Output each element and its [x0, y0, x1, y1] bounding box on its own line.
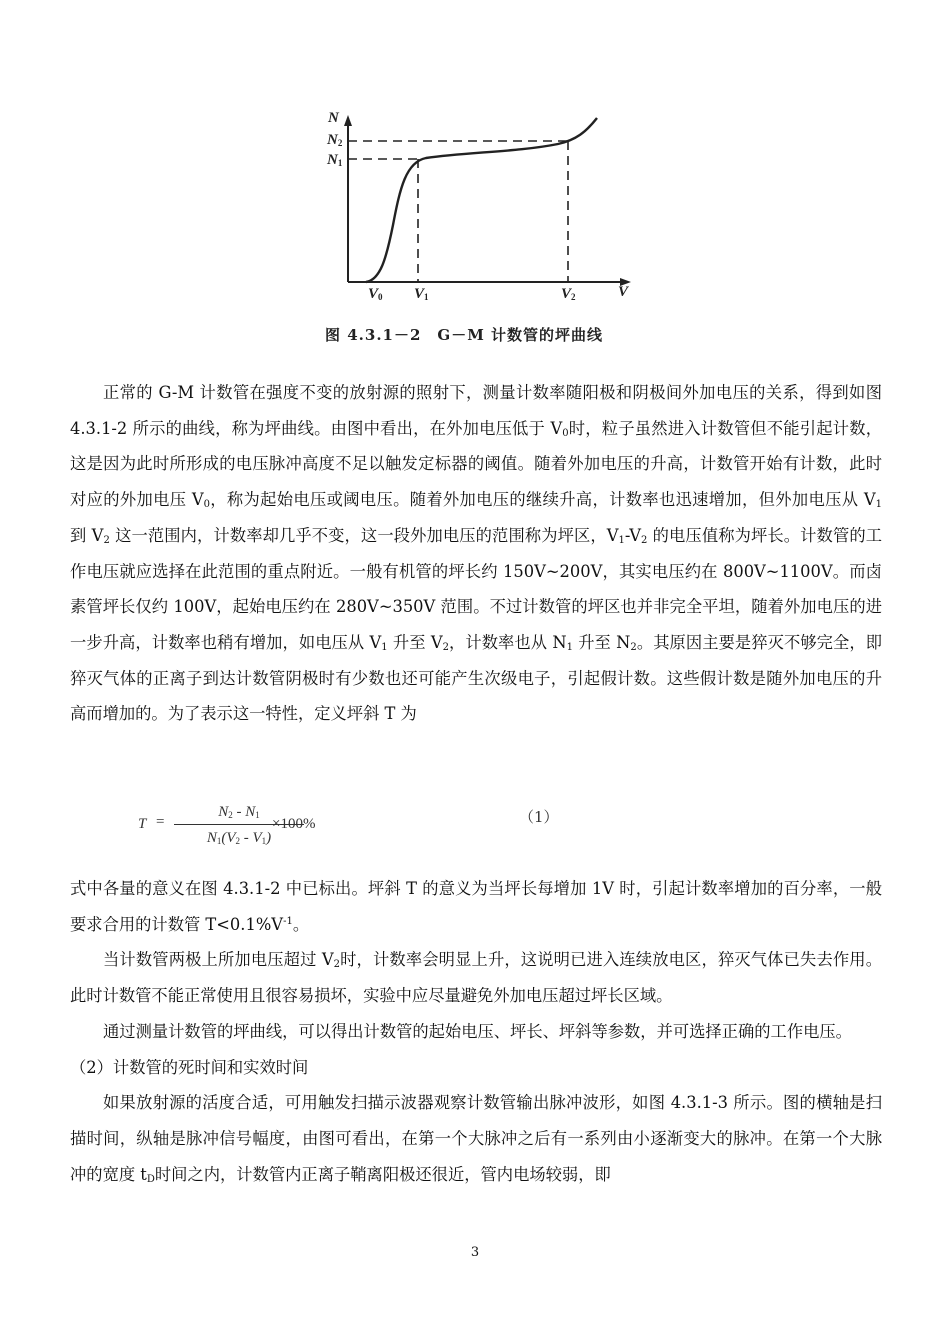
paragraph-dead-time: 如果放射源的活度合适，可用触发扫描示波器观察计数管输出脉冲波形，如图 4.3.1-3 所示。图的横轴是扫描时间，纵轴是脉冲信号幅度，由图可看出，在第一个大脉冲之后有一系列由小逐渐变大的脉冲。在第一个大脉冲的宽度 $t_D$时间之内，计数管内正离子鞘离阳极还很近，管内电场较弱，即: [70, 1093, 882, 1185]
axis-label-n1: $N_1$: [327, 152, 343, 168]
axis-label-v2: $V_2$: [561, 286, 576, 302]
figure-caption: 图 4.3.1－2 G－M 计数管的坪曲线: [325, 326, 604, 344]
formula-lhs: T: [138, 816, 147, 832]
plateau-slope-formula: [138, 800, 558, 856]
formula-equals: =: [156, 814, 165, 830]
formula-denominator: $N_1(V_2 - V_1)$: [206, 830, 272, 846]
paragraph-plateau-curve: 正常的 G-M 计数管在强度不变的放射源的照射下，测量计数率随阳极和阴极间外加电压的关系，得到如图 4.3.1-2 所示的曲线，称为坪曲线。由图中看出，在外加电压低于 $V_0$时，粒子虽然进入计数管但不能引起计数，这是因为此时所形成的电压脉冲高度不足以触发定标器的阈值。随着外加电压的升高，计数管开始有计数，此时对应的外加电压 $V_0$，称为起始电压或阈电压。随着外加电压的继续升高，计数率也迅速增加，但外加电压从 $V_1$ 到 $V_2$ 这一范围内，计数率却几乎不变，这一段外加电压的范围称为坪区，$V_1-V_2$ 的电压值称为坪长。计数管的工作电压就应选择在此范围的重点附近。一般有机管的坪长约 150V~200V，其实电压约在 800V~1100V。而卤素管坪长仅约 100V，起始电压约在 280V~350V 范围。不过计数管的坪区也并非完全平坦，随着外加电压的进一步升高，计数率也稍有增加，如电压从 $V_1$ 升至 $V_2$，计数率也从 $N_1$ 升至 $N_2$。其原因主要是猝灭不够完全，即猝灭气体的正离子到达计数管阴极时有少数也还可能产生次级电子，引起假计数。这些假计数是随外加电压的升高而增加的。为了表示这一特性，定义坪斜 T 为: [70, 383, 883, 724]
section-heading: （2）计数管的死时间和实效时间: [70, 1057, 309, 1077]
y-axis-arrow: [344, 115, 352, 126]
page-number: 3: [470, 1245, 480, 1260]
text-block-lower: [70, 871, 882, 1192]
axis-label-n: N: [328, 110, 339, 126]
paragraph-summary: 通过测量计数管的坪曲线，可以得出计数管的起始电压、坪长、坪斜等参数，并可选择正确的工作电压。: [103, 1021, 852, 1041]
axis-label-v: V: [618, 284, 629, 300]
formula-multiplier: ×100%: [272, 816, 316, 832]
paragraph-continuous-discharge: 当计数管两极上所加电压超过 $V_2$时，计数率会明显上升，这说明已进入连续放电区，猝灭气体已失去作用。此时计数管不能正常使用且很容易损坏，实验中应尽量避免外加电压超过坪长区域。: [70, 950, 882, 1006]
plateau-curve: [366, 118, 597, 282]
formula-numerator: $N_2 - N_1$: [218, 804, 260, 820]
plateau-curve-figure: [318, 110, 648, 350]
axis-label-n2: $N_2$: [327, 132, 343, 148]
axis-label-v0: $V_0$: [368, 286, 383, 302]
axis-label-v1: $V_1$: [414, 286, 429, 302]
formula-number: （1）: [519, 808, 559, 826]
paragraph-slope-meaning: 式中各量的意义在图 4.3.1-2 中已标出。坪斜 T 的意义为当坪长每增加 1V 时，引起计数率增加的百分率，一般要求合用的计数管 $T<0.1\%V^{-1}$。: [70, 879, 882, 934]
